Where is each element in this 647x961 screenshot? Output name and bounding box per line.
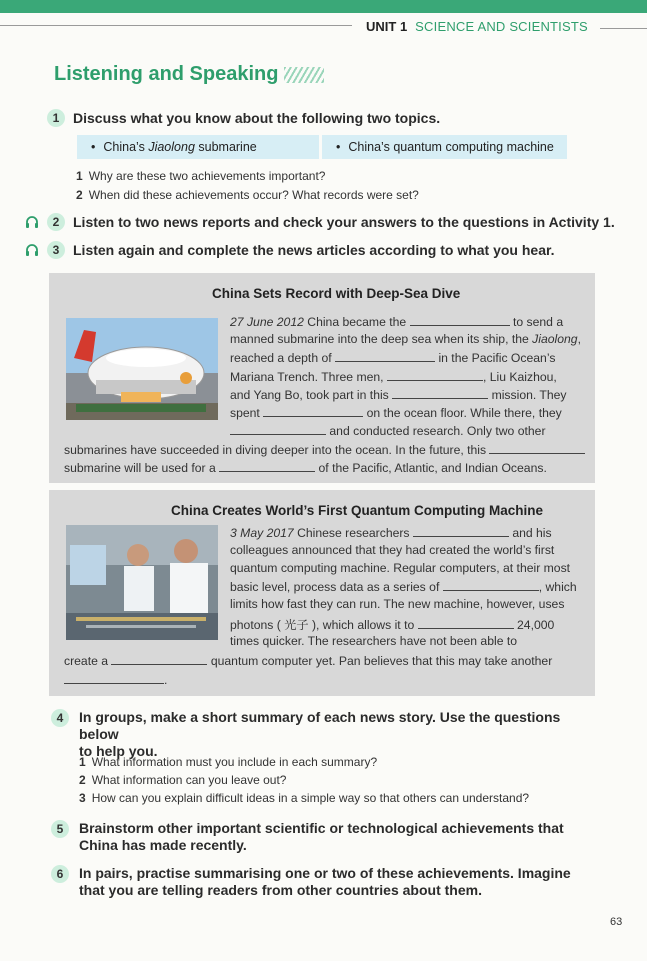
article2-line6: photons ( 光子 ), which allows it to 24,000 <box>230 618 555 632</box>
bullet-icon: • <box>336 140 341 154</box>
article1-title: China Sets Record with Deep-Sea Dive <box>212 286 461 301</box>
blank-4[interactable] <box>392 387 488 399</box>
article2-line3: quantum computing machine. Regular computers, at their most <box>230 561 571 575</box>
q2-prompt: Listen to two news reports and check your answers to the questions in Activity 1. <box>73 214 615 230</box>
headphones-icon <box>25 215 39 229</box>
unit-header <box>366 19 588 34</box>
article2-line4: basic level, process data as a series of , which <box>230 580 577 594</box>
article2-title: China Creates World’s First Quantum Computing Machine <box>171 503 544 518</box>
q1-sub-1: 1 Why are these two achievements important? <box>76 169 326 183</box>
article1-line6: spent on the ocean floor. While there, they <box>230 406 562 420</box>
title-hatch-decoration <box>284 67 324 83</box>
blank-12[interactable] <box>111 653 207 665</box>
q3-prompt: Listen again and complete the news articles according to what you hear. <box>73 242 555 258</box>
q5-prompt: Brainstorm other important scientific or technological achievements that China has made recently. <box>79 820 564 853</box>
header-rule-right <box>600 28 647 29</box>
q1-prompt: Discuss what you know about the following two topics. <box>73 110 441 126</box>
unit-theme: SCIENCE AND SCIENTISTS <box>415 19 588 34</box>
topic-quantum: • China’s quantum computing machine <box>322 135 567 159</box>
article2-line7: times quicker. The researchers have not been able to <box>230 634 518 648</box>
q1-number: 1 <box>47 109 65 127</box>
article1-line5: and Yang Bo, took part in this mission. They <box>230 388 567 402</box>
blank-3[interactable] <box>387 369 483 381</box>
q4-number: 4 <box>51 709 69 727</box>
submarine-photo <box>66 318 218 420</box>
blank-7[interactable] <box>489 442 585 454</box>
unit-label: UNIT 1 <box>366 19 408 34</box>
article1-line8: submarines have succeeded in diving deeper into the ocean. In the future, this <box>64 442 585 457</box>
article2-line9: . <box>64 672 167 687</box>
headphones-icon <box>25 243 39 257</box>
blank-9[interactable] <box>413 525 509 537</box>
q1-sub-2: 2 When did these achievements occur? What records were set? <box>76 188 419 202</box>
blank-2[interactable] <box>335 350 435 362</box>
article1-line9: submarine will be used for a of the Pacific, Atlantic, and Indian Oceans. <box>64 461 547 475</box>
q5-number: 5 <box>51 820 69 838</box>
blank-6[interactable] <box>230 423 326 435</box>
q4-sub-3: 3 How can you explain difficult ideas in a simple way so that others can understand? <box>79 791 530 805</box>
blank-13[interactable] <box>64 672 164 684</box>
header-rule-left <box>0 25 352 26</box>
scientists-photo <box>66 525 218 640</box>
q3-number: 3 <box>47 241 65 259</box>
topic-jiaolong: • China’s Jiaolong submarine <box>77 135 319 159</box>
article2-line2: colleagues announced that they had created the world’s first <box>230 543 555 557</box>
section-title: Listening and Speaking <box>54 63 279 85</box>
article2-line1: 3 May 2017 Chinese researchers and his <box>230 526 552 540</box>
article2-line8: create a quantum computer yet. Pan believes that this may take another <box>64 654 553 668</box>
blank-5[interactable] <box>263 405 363 417</box>
q4-sub-1: 1 What information must you include in each summary? <box>79 755 378 769</box>
blank-8[interactable] <box>219 460 315 472</box>
top-color-bar <box>0 0 647 13</box>
page-number: 63 <box>610 916 623 928</box>
q6-number: 6 <box>51 865 69 883</box>
article2-line5: limits how fast they can run. The new machine, however, uses <box>230 597 565 611</box>
bullet-icon: • <box>91 140 96 154</box>
article1-line2: manned submarine into the deep sea when its ship, the Jiaolong, <box>230 332 581 346</box>
blank-11[interactable] <box>418 617 514 629</box>
q4-prompt: In groups, make a short summary of each news story. Use the questions below to help you. <box>79 709 561 759</box>
q6-prompt: In pairs, practise summarising one or two of these achievements. Imagine that you are telling readers from other countries about them. <box>79 865 571 898</box>
blank-1[interactable] <box>410 314 510 326</box>
blank-10[interactable] <box>443 579 539 591</box>
q2-number: 2 <box>47 213 65 231</box>
q4-sub-2: 2 What information can you leave out? <box>79 773 287 787</box>
article1-line1: 27 June 2012 China became the to send a <box>230 315 564 329</box>
article1-line4: Mariana Trench. Three men, , Liu Kaizhou, <box>230 370 557 384</box>
article1-line7: and conducted research. Only two other <box>230 423 546 438</box>
article1-line3: reached a depth of in the Pacific Ocean’s <box>230 351 556 365</box>
